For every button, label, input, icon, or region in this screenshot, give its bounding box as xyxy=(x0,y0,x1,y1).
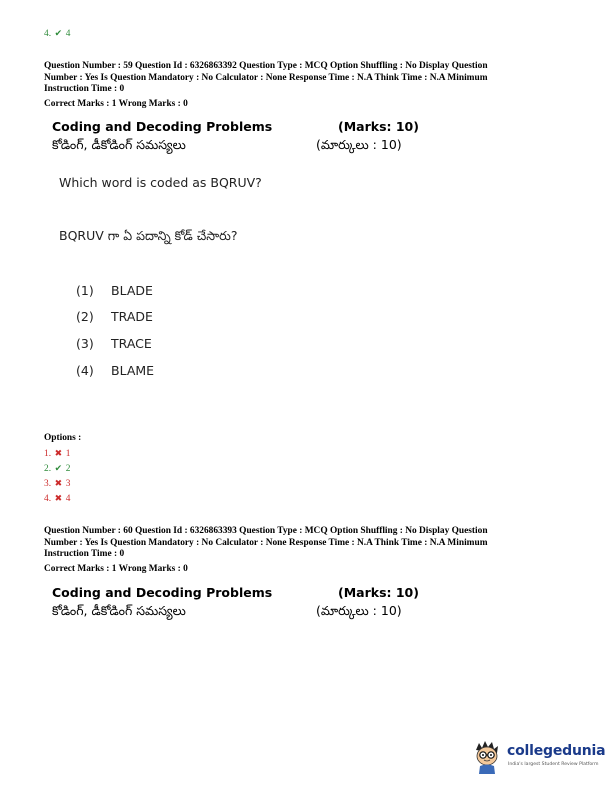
option-row-2 xyxy=(44,461,70,476)
section-title-telugu: కోడింగ్, డీకోడింగ్ సమస్యలు xyxy=(52,137,186,152)
option-row-4 xyxy=(44,491,70,506)
option-value: 2 xyxy=(65,464,71,474)
options-label: Options : xyxy=(44,433,82,443)
logo-tagline: India's largest Student Review Platform xyxy=(508,762,599,767)
meta-line: Question Number : 59 Question Id : 6326863392 Question Type : MCQ Option Shuffling : No Display Question xyxy=(44,61,488,71)
marks-label-telugu: (మార్కులు : 10) xyxy=(316,603,402,618)
meta-line: Number : Yes Is Question Mandatory : No Calculator : None Response Time : N.A Think Time : N.A Minimum xyxy=(44,72,488,83)
choice-text: BLADE xyxy=(111,283,153,298)
collegedunia-logo xyxy=(470,736,606,776)
option-number: 1. xyxy=(44,449,52,459)
meta-line: Question Number : 60 Question Id : 6326863393 Question Type : MCQ Option Shuffling : No Display Question xyxy=(44,526,488,536)
question-meta xyxy=(44,526,564,561)
marks-label: (Marks: 10) xyxy=(338,119,419,134)
option-number: 2. xyxy=(44,464,52,474)
choice-3 xyxy=(76,336,152,351)
cross-icon: ✖ xyxy=(54,478,63,488)
option-value: 1 xyxy=(65,449,71,459)
section-title: Coding and Decoding Problems xyxy=(52,119,273,134)
meta-line: Number : Yes Is Question Mandatory : No Calculator : None Response Time : N.A Think Time : N.A Minimum xyxy=(44,537,488,548)
choice-2 xyxy=(76,309,153,324)
choice-number: (2) xyxy=(76,309,94,324)
check-icon: ✔ xyxy=(54,463,63,473)
choice-number: (3) xyxy=(76,336,94,351)
marks-label-telugu: (మార్కులు : 10) xyxy=(316,137,402,152)
choice-text: TRADE xyxy=(111,309,153,324)
choice-text: BLAME xyxy=(111,363,155,378)
question-text-english: Which word is coded as BQRUV? xyxy=(59,175,262,190)
option-value: 3 xyxy=(65,479,71,489)
option-row-3 xyxy=(44,476,70,491)
options-list xyxy=(44,446,70,506)
cross-icon: ✖ xyxy=(54,448,63,458)
section-title-telugu: కోడింగ్, డీకోడింగ్ సమస్యలు xyxy=(52,603,186,618)
option-number: 4. xyxy=(44,29,52,39)
option-number: 4. xyxy=(44,494,52,504)
option-row-4-top xyxy=(44,26,70,41)
question-meta xyxy=(44,61,564,96)
option-value: 4 xyxy=(65,494,71,504)
question-text-telugu: BQRUV గా ఏ పదాన్ని కోడ్ చేసారు? xyxy=(59,228,238,243)
section-title: Coding and Decoding Problems xyxy=(52,585,273,600)
choice-text: TRACE xyxy=(111,336,152,351)
choice-1 xyxy=(76,283,153,298)
option-number: 3. xyxy=(44,479,52,489)
marks-label: (Marks: 10) xyxy=(338,585,419,600)
choice-number: (1) xyxy=(76,283,94,298)
marks-line: Correct Marks : 1 Wrong Marks : 0 xyxy=(44,99,188,109)
option-row-1 xyxy=(44,446,70,461)
logo-name: collegedunia xyxy=(507,743,606,759)
marks-line: Correct Marks : 1 Wrong Marks : 0 xyxy=(44,564,188,574)
meta-line: Instruction Time : 0 xyxy=(44,549,125,559)
choice-number: (4) xyxy=(76,363,94,378)
meta-line: Instruction Time : 0 xyxy=(44,84,125,94)
cross-icon: ✖ xyxy=(54,493,63,503)
check-icon: ✔ xyxy=(54,28,63,38)
choice-4 xyxy=(76,363,154,378)
option-value: 4 xyxy=(65,29,71,39)
mascot-icon xyxy=(470,738,504,774)
